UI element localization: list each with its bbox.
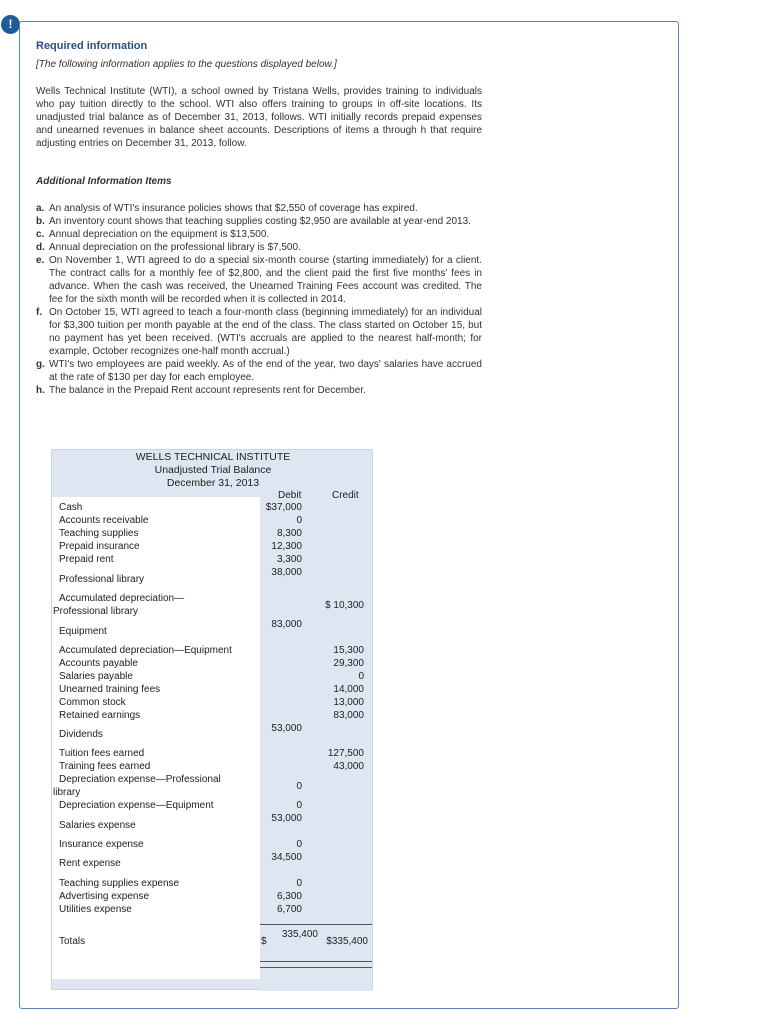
table-row-label: Accumulated depreciation—Equipment [59, 645, 232, 656]
instruction-note: [The following information applies to the questions displayed below.] [36, 59, 337, 70]
item-letter: h. [36, 385, 45, 396]
table-row-label: Accounts receivable [59, 515, 149, 526]
table-row-label: Depreciation expense—Professional [59, 774, 221, 785]
table-row-label: Equipment [59, 626, 107, 637]
totals-debit: 335,400 [281, 929, 318, 940]
debit-value: $37,000 [265, 502, 302, 513]
statement-date: December 31, 2013 [166, 477, 260, 489]
table-row-label: Unearned training fees [59, 684, 161, 695]
table-row-label: Teaching supplies [59, 528, 139, 539]
debit-value: 0 [296, 878, 302, 889]
item-text: The balance in the Prepaid Rent account represents rent for December. [49, 385, 366, 396]
item-text: On October 15, WTI agreed to teach a four-month class (beginning immediately) for an individual for $3,300 tuition per month payable at the end of the class. The class started on October 15, but no payment has yet been received. (WTI's accruals are applied to the nearest half-month; for example, October recognizes one-half month accrual.) [49, 307, 482, 357]
list-item [36, 254, 482, 306]
list-item [36, 358, 482, 384]
credit-value: 29,300 [333, 658, 364, 669]
credit-value: 83,000 [333, 710, 364, 721]
list-item [36, 241, 482, 254]
table-row-label: Training fees earned [59, 761, 151, 772]
credit-value: 43,000 [333, 761, 364, 772]
credit-value: $ 10,300 [325, 600, 364, 611]
debit-value: 53,000 [271, 723, 302, 734]
table-row-label: Insurance expense [59, 839, 144, 850]
table-row-label-continued: library [53, 787, 81, 798]
totals-top-rule [260, 924, 372, 925]
debit-value: 8,300 [276, 528, 302, 539]
table-row-label: Teaching supplies expense [59, 878, 180, 889]
debit-value: 0 [296, 839, 302, 850]
item-text: Annual depreciation on the professional library is $7,500. [49, 242, 301, 253]
list-item [36, 202, 482, 215]
debit-value: 3,300 [276, 554, 302, 565]
table-row-label: Rent expense [59, 858, 121, 869]
debit-value: 0 [296, 781, 302, 792]
debit-value: 0 [296, 515, 302, 526]
debit-value: 12,300 [271, 541, 302, 552]
additional-info-title: Additional Information Items [36, 176, 172, 187]
credit-value: 13,000 [333, 697, 364, 708]
totals-double-rule-2 [260, 967, 372, 968]
debit-value: 53,000 [271, 813, 302, 824]
table-row-label: Utilities expense [59, 904, 132, 915]
debit-value: 0 [296, 800, 302, 811]
credit-header: Credit [332, 490, 359, 501]
debit-value: 38,000 [271, 567, 302, 578]
list-item [36, 215, 482, 228]
table-row-label: Depreciation expense—Equipment [59, 800, 214, 811]
statement-title: Unadjusted Trial Balance [154, 464, 272, 476]
item-letter: d. [36, 242, 45, 253]
item-text: On November 1, WTI agreed to do a special six-month course (starting immediately) for a client. The contract calls for a monthly fee of $2,800, and the client paid the first five months' fees in advance. When the cash was received, the Unearned Training Fees account was credited. The fee for the sixth month will be recorded when it is collected in 2014. [49, 255, 482, 305]
table-row-label: Salaries payable [59, 671, 133, 682]
table-row-label: Advertising expense [59, 891, 150, 902]
list-item [36, 306, 482, 358]
totals-dollar-sign: $ [261, 936, 267, 947]
list-item [36, 384, 482, 397]
credit-value: 0 [358, 671, 364, 682]
list-item [36, 228, 482, 241]
credit-value: 15,300 [333, 645, 364, 656]
totals-double-rule-1 [260, 961, 372, 962]
table-row-label: Common stock [59, 697, 126, 708]
table-row-label-continued: Professional library [53, 606, 139, 617]
table-row-label: Tuition fees earned [59, 748, 145, 759]
debit-value: 6,700 [276, 904, 302, 915]
credit-value: 14,000 [333, 684, 364, 695]
totals-label: Totals [59, 936, 86, 947]
required-information-title: Required information [36, 40, 148, 52]
table-row-label: Cash [59, 502, 83, 513]
item-letter: b. [36, 216, 45, 227]
item-text: An analysis of WTI's insurance policies shows that $2,550 of coverage has expired. [49, 203, 418, 214]
item-letter: e. [36, 255, 45, 266]
debit-value: 34,500 [271, 852, 302, 863]
table-row-label: Prepaid rent [59, 554, 114, 565]
debit-header: Debit [278, 490, 302, 501]
credit-value: 127,500 [327, 748, 364, 759]
item-text: An inventory count shows that teaching supplies costing $2,950 are available at year-end 2013. [49, 216, 471, 227]
table-row-label: Professional library [59, 574, 145, 585]
trial-balance-table [51, 449, 373, 990]
item-text: Annual depreciation on the equipment is $13,500. [49, 229, 270, 240]
table-row-label: Dividends [59, 729, 103, 740]
table-footer-band [52, 979, 372, 989]
item-letter: f. [36, 307, 43, 318]
table-row-label: Accounts payable [59, 658, 138, 669]
table-row-label: Retained earnings [59, 710, 141, 721]
table-row-label: Prepaid insurance [59, 541, 140, 552]
item-letter: g. [36, 359, 45, 370]
intro-paragraph: Wells Technical Institute (WTI), a school owned by Tristana Wells, provides training to individuals who pay tuition directly to the school. WTI also offers training to groups in off-site locations. Its unadjusted trial balance as of December 31, 2013, follows. WTI initially records prepaid expenses and unearned revenues in balance sheet accounts. Descriptions of items a through h that require adjusting entries on December 31, 2013, follow. [36, 86, 482, 149]
item-letter: a. [36, 203, 45, 214]
debit-value: 6,300 [276, 891, 302, 902]
totals-credit: $335,400 [326, 936, 368, 947]
table-row-label: Salaries expense [59, 820, 136, 831]
debit-value: 83,000 [271, 619, 302, 630]
item-text: WTI's two employees are paid weekly. As of the end of the year, two days' salaries have accrued at the rate of $130 per day for each employee. [49, 359, 482, 383]
additional-items-list [36, 202, 482, 397]
item-letter: c. [36, 229, 45, 240]
company-name: WELLS TECHNICAL INSTITUTE [135, 451, 291, 463]
alert-icon: ! [1, 15, 20, 34]
table-row-label: Accumulated depreciation— [59, 593, 185, 604]
